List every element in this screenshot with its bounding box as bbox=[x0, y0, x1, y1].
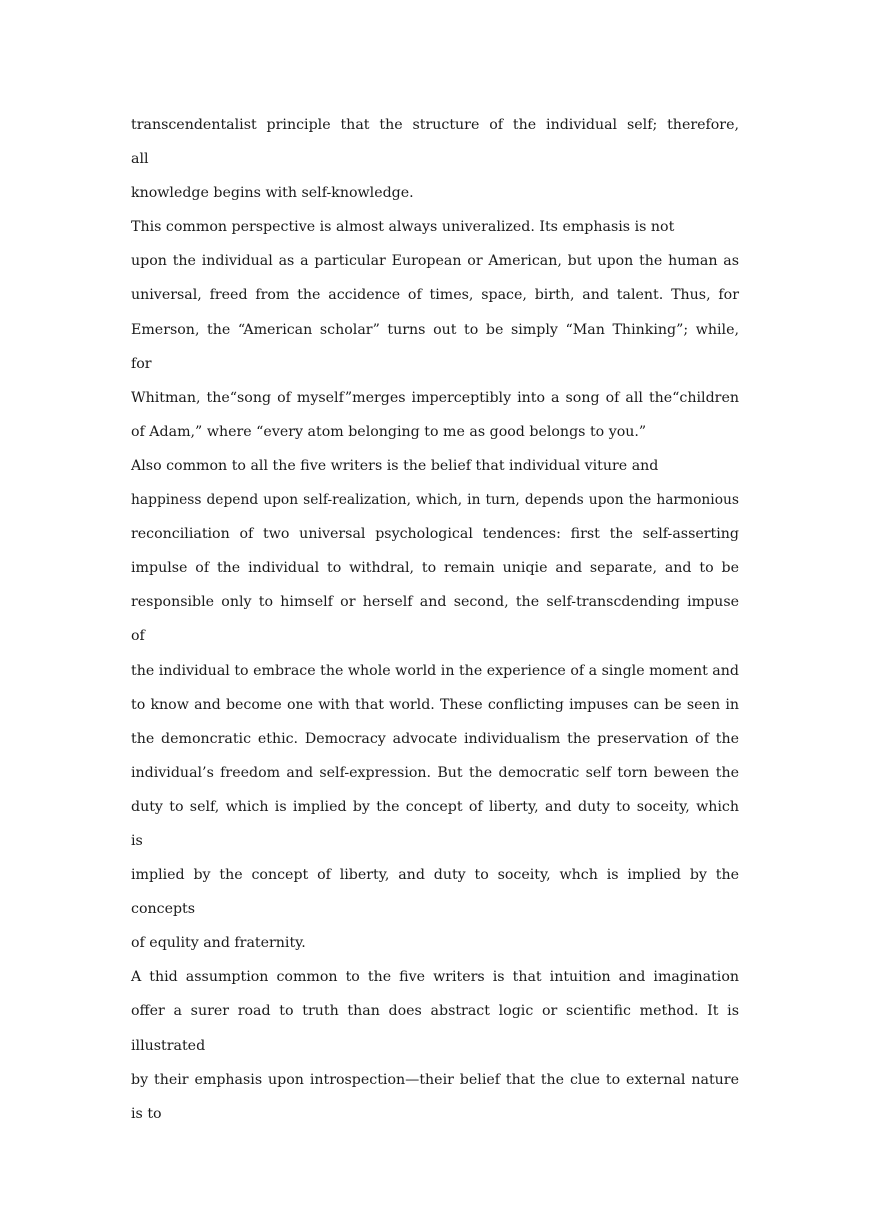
text-line-4: This common perspective is almost always univeralized. Its emphasis is not bbox=[131, 219, 675, 236]
text-line-29: by their emphasis upon introspection—their belief that the clue to external nature bbox=[131, 1071, 739, 1088]
text-line-15: responsible only to himself or herself and second, the self-transcdending impuse bbox=[131, 594, 739, 611]
text-line-30: is to bbox=[131, 1105, 162, 1122]
body-text bbox=[131, 108, 739, 1131]
text-line-18: to know and become one with that world. These conflicting impuses can be seen in bbox=[131, 696, 739, 713]
text-line-12: happiness depend upon self-realization, which, in turn, depends upon the harmonious bbox=[131, 492, 739, 509]
text-line-28: illustrated bbox=[131, 1037, 206, 1054]
text-line-16: of bbox=[131, 628, 145, 645]
text-line-8: for bbox=[131, 355, 152, 372]
text-line-6: universal, freed from the accidence of times, space, birth, and talent. Thus, for bbox=[131, 287, 739, 304]
text-line-14: impulse of the individual to withdral, to remain uniqie and separate, and to be bbox=[131, 560, 739, 577]
text-line-7: Emerson, the “American scholar” turns out to be simply “Man Thinking”; while, bbox=[131, 321, 739, 338]
text-line-25: of equlity and fraternity. bbox=[131, 935, 306, 952]
text-line-11: Also common to all the five writers is the belief that individual viture and bbox=[131, 457, 659, 474]
text-line-20: individual’s freedom and self-expression. But the democratic self torn beween the bbox=[131, 764, 739, 781]
text-line-27: offer a surer road to truth than does abstract logic or scientific method. It is bbox=[131, 1003, 739, 1020]
text-line-24: concepts bbox=[131, 901, 196, 918]
text-line-3: knowledge begins with self-knowledge. bbox=[131, 185, 414, 202]
text-line-10: of Adam,” where “every atom belonging to me as good belongs to you.” bbox=[131, 423, 647, 440]
text-line-9: Whitman, the“song of myself”merges imperceptibly into a song of all the“children bbox=[131, 389, 739, 406]
text-line-17: the individual to embrace the whole world in the experience of a single moment and bbox=[131, 662, 739, 679]
text-line-19: the demoncratic ethic. Democracy advocate individualism the preservation of the bbox=[131, 730, 739, 747]
text-line-2: all bbox=[131, 151, 149, 168]
text-line-22: is bbox=[131, 832, 143, 849]
text-line-26: A thid assumption common to the five writers is that intuition and imagination bbox=[131, 969, 739, 986]
text-line-1: transcendentalist principle that the structure of the individual self; therefore, bbox=[131, 117, 739, 133]
text-line-5: upon the individual as a particular European or American, but upon the human as bbox=[131, 253, 739, 270]
text-line-13: reconciliation of two universal psychological tendences: first the self-asserting bbox=[131, 526, 739, 543]
text-line-23: implied by the concept of liberty, and duty to soceity, whch is implied by the bbox=[131, 867, 739, 884]
text-line-21: duty to self, which is implied by the concept of liberty, and duty to soceity, which bbox=[131, 798, 739, 815]
